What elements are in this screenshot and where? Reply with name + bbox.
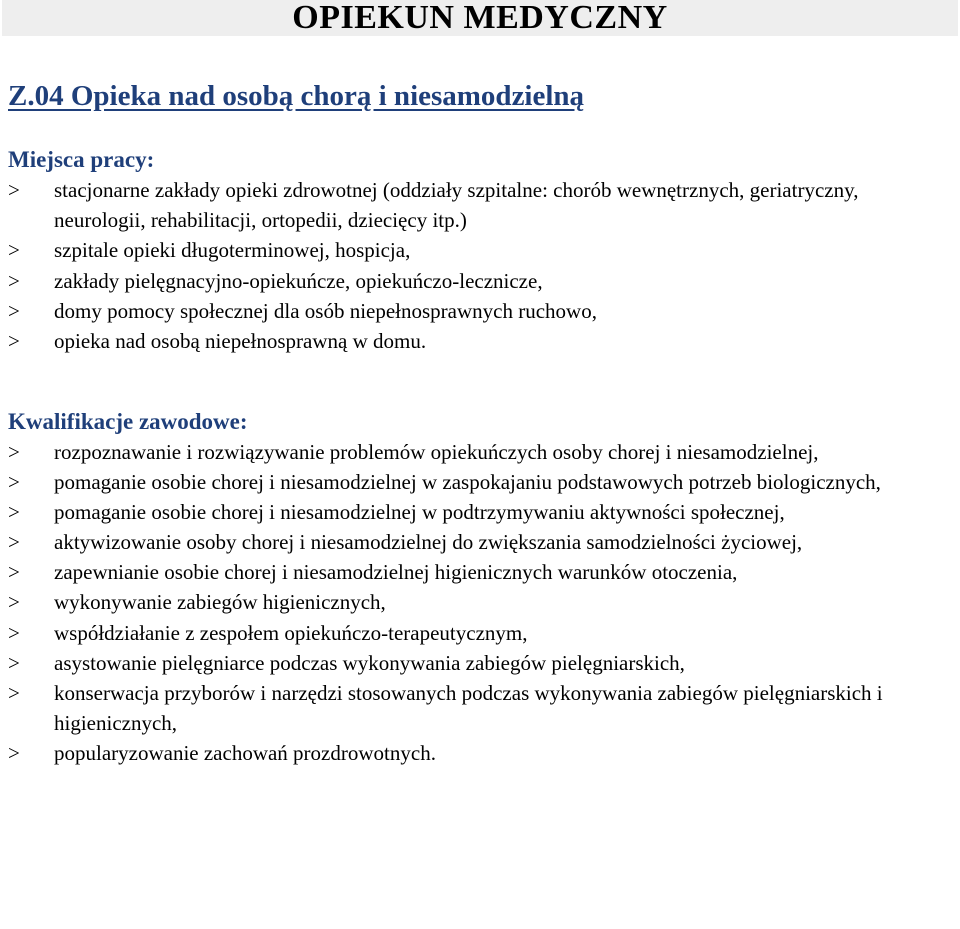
list-item-text: opieka nad osobą niepełnosprawną w domu. <box>54 329 427 354</box>
bullet-marker: > <box>8 470 20 495</box>
list-item <box>8 738 953 768</box>
list-item-text: zapewnianie osobie chorej i niesamodzielnej higienicznych warunków otoczenia, <box>54 560 738 585</box>
bullet-marker: > <box>8 298 20 323</box>
list-item-text: asystowanie pielęgniarce podczas wykonywania zabiegów pielęgniarskich, <box>54 650 685 675</box>
bullet-marker: > <box>8 268 20 293</box>
list-item-text: szpitale opieki długoterminowej, hospicja, <box>54 238 411 263</box>
list-item <box>8 326 953 356</box>
page-title: OPIEKUN MEDYCZNY <box>292 0 668 36</box>
bullet-marker: > <box>8 440 20 464</box>
bullet-marker: > <box>8 650 20 675</box>
bullet-marker: > <box>8 590 20 615</box>
bullet-marker: > <box>8 740 20 765</box>
list-item <box>8 678 953 738</box>
qualifications-section <box>8 407 953 768</box>
list-item-text: pomaganie osobie chorej i niesamodzielnej w podtrzymywaniu aktywności społecznej, <box>54 500 785 525</box>
list-item <box>8 587 953 617</box>
list-item <box>8 557 953 587</box>
list-item-text: popularyzowanie zachowań prozdrowotnych. <box>54 740 436 765</box>
bullet-marker: > <box>8 500 20 525</box>
page-subtitle: Z.04 Opieka nad osobą chorą i niesamodzielną <box>8 80 585 112</box>
list-item <box>8 467 953 497</box>
list-item-text: domy pomocy społecznej dla osób niepełnosprawnych ruchowo, <box>54 298 597 323</box>
list-item-text: współdziałanie z zespołem opiekuńczo-terapeutycznym, <box>54 620 528 645</box>
workplaces-section <box>8 145 953 356</box>
list-item-text: stacjonarne zakłady opieki zdrowotnej (oddziały szpitalne: chorób wewnętrznych, geriatryczny, neurologii, rehabilitacji, ortopedii, dziecięcy itp.) <box>54 178 859 233</box>
list-item-text: rozpoznawanie i rozwiązywanie problemów opiekuńczych osoby chorej i niesamodzielnej, <box>54 440 819 464</box>
bullet-marker: > <box>8 530 20 555</box>
list-item-text: zakłady pielęgnacyjno-opiekuńcze, opiekuńczo-lecznicze, <box>54 268 543 293</box>
list-item-text: aktywizowanie osoby chorej i niesamodzielnej do zwiększania samodzielności życiowej, <box>54 530 803 555</box>
bullet-marker: > <box>8 178 20 202</box>
list-item <box>8 497 953 527</box>
list-item <box>8 175 953 235</box>
list-item-text: wykonywanie zabiegów higienicznych, <box>54 590 386 615</box>
list-item <box>8 296 953 326</box>
list-item-text: pomaganie osobie chorej i niesamodzielnej w zaspokajaniu podstawowych potrzeb biologicznych, <box>54 470 881 495</box>
qualifications-list <box>8 437 953 768</box>
list-item <box>8 618 953 648</box>
list-item <box>8 266 953 296</box>
qualifications-heading: Kwalifikacje zawodowe: <box>8 409 248 434</box>
title-bar <box>2 0 958 36</box>
list-item <box>8 235 953 265</box>
list-item <box>8 437 953 467</box>
list-item <box>8 527 953 557</box>
workplaces-heading: Miejsca pracy: <box>8 147 155 172</box>
list-item <box>8 648 953 678</box>
bullet-marker: > <box>8 329 20 354</box>
bullet-marker: > <box>8 238 20 263</box>
workplaces-list <box>8 175 953 356</box>
bullet-marker: > <box>8 620 20 645</box>
bullet-marker: > <box>8 680 20 705</box>
bullet-marker: > <box>8 560 20 585</box>
list-item-text: konserwacja przyborów i narzędzi stosowanych podczas wykonywania zabiegów pielęgniarskich i higienicznych, <box>54 680 883 735</box>
